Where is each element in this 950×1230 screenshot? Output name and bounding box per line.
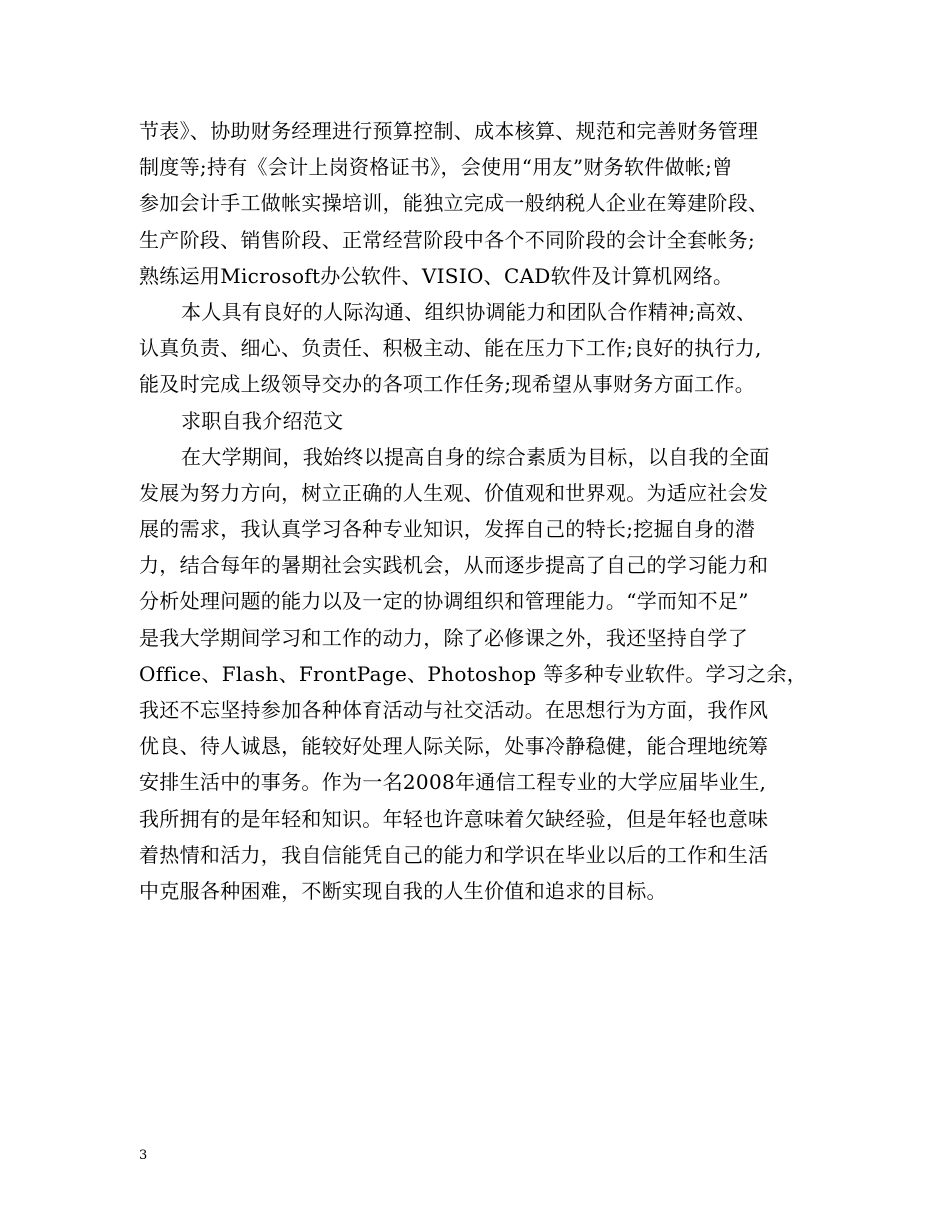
text-line: 我所拥有的是年轻和知识。年轻也许意味着欠缺经验，但是年轻也意味 [139, 806, 769, 831]
text-line: Office、Flash、FrontPage、Photoshop 等多种专业软件。学习之余， [139, 661, 808, 686]
text-line: 参加会计手工做帐实操培训，能独立完成一般纳税人企业在筹建阶段、 [139, 191, 769, 216]
section-heading: 求职自我介绍范文 [181, 408, 344, 433]
text-line: 制度等;持有《会计上岗资格证书》，会使用“用友”财务软件做帐;曾 [139, 155, 733, 180]
text-line: 力，结合每年的暑期社会实践机会，从而逐步提高了自己的学习能力和 [139, 553, 769, 578]
text-line: 我还不忘坚持参加各种体育活动与社交活动。在思想行为方面，我作风 [139, 698, 769, 722]
text-line: 是我大学期间学习和工作的动力，除了必修课之外，我还坚持自学了 [139, 625, 748, 650]
text-line: 认真负责、细心、负责任、积极主动、能在压力下工作;良好的执行力, [139, 336, 762, 361]
text-line: 生产阶段、销售阶段、正常经营阶段中各个不同阶段的会计全套帐务; [139, 227, 756, 252]
text-line: 中克服各种困难，不断实现自我的人生价值和追求的目标。 [139, 878, 667, 903]
text-line: 能及时完成上级领导交办的各项工作任务;现希望从事财务方面工作。 [139, 372, 756, 397]
paragraph-first-line: 在大学期间，我始终以提高自身的综合素质为目标，以自我的全面 [181, 444, 770, 469]
paragraph-first-line: 本人具有良好的人际沟通、组织协调能力和团队合作精神;高效、 [181, 299, 757, 324]
text-line: 展的需求，我认真学习各种专业知识，发挥自己的特长;挖掘自身的潜 [139, 517, 756, 542]
text-line: 熟练运用Microsoft办公软件、VISIO、CAD软件及计算机网络。 [139, 263, 734, 288]
text-line: 安排生活中的事务。作为一名2008年通信工程专业的大学应届毕业生, [139, 770, 767, 795]
document-body [139, 113, 815, 909]
text-line: 发展为努力方向，树立正确的人生观、价值观和世界观。为适应社会发 [139, 480, 769, 505]
page-number: 3 [139, 1148, 148, 1163]
text-line: 优良、待人诚恳，能较好处理人际关际，处事冷静稳健，能合理地统筹 [139, 734, 769, 759]
text-line: 分析处理问题的能力以及一定的协调组织和管理能力。“学而知不足” [139, 589, 749, 614]
text-line: 着热情和活力，我自信能凭自己的能力和学识在毕业以后的工作和生活 [139, 842, 769, 867]
text-line: 节表》、协助财务经理进行预算控制、成本核算、规范和完善财务管理 [139, 119, 759, 143]
